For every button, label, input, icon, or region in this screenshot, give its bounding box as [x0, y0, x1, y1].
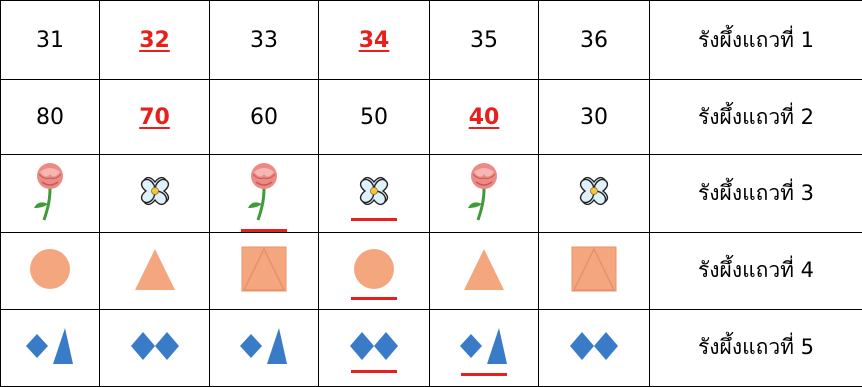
answer-underline — [351, 297, 397, 300]
number-text: 50 — [360, 104, 388, 130]
answer-underline — [351, 218, 397, 221]
clover-flower-icon — [574, 171, 614, 211]
shape-wrap — [353, 248, 395, 294]
number-text: 34 — [358, 27, 390, 53]
number-text: 32 — [139, 27, 170, 53]
circle-icon — [29, 248, 71, 290]
diamond-triangle-icon — [25, 326, 75, 366]
number-cell — [1, 1, 100, 80]
shape-cell — [319, 155, 430, 232]
shape-wrap — [30, 160, 70, 226]
number-text: 80 — [36, 104, 64, 130]
triangle-icon — [134, 247, 176, 291]
shape-cell — [100, 155, 210, 232]
table-row — [1, 80, 862, 155]
table-row — [1, 309, 862, 386]
rose-icon — [464, 160, 504, 222]
shape-cell — [539, 309, 650, 386]
shape-cell — [1, 232, 100, 309]
shape-wrap — [134, 247, 176, 295]
number-text: 35 — [470, 27, 498, 53]
row-label: รังผึ้งแถวที่ 3 — [650, 155, 862, 232]
shape-wrap — [241, 246, 287, 296]
number-text: 30 — [580, 104, 608, 130]
triangle-icon — [463, 247, 505, 291]
shape-wrap — [349, 329, 399, 367]
answer-underline — [461, 373, 507, 376]
shape-cell — [210, 232, 319, 309]
number-cell — [1, 80, 100, 155]
shape-wrap — [464, 160, 504, 226]
number-cell — [319, 80, 430, 155]
number-cell — [539, 80, 650, 155]
table-row — [1, 155, 862, 232]
shape-cell — [210, 309, 319, 386]
shape-cell — [539, 232, 650, 309]
shape-cell — [100, 232, 210, 309]
diamond-triangle-icon — [239, 326, 289, 366]
shape-wrap — [244, 160, 284, 226]
shape-cell — [1, 155, 100, 232]
clover-flower-icon — [354, 171, 394, 211]
shape-cell — [100, 309, 210, 386]
shape-cell — [430, 309, 539, 386]
row-label: รังผึ้งแถวที่ 4 — [650, 232, 862, 309]
number-cell — [430, 1, 539, 80]
shape-wrap — [239, 326, 289, 370]
highlighted-number-cell — [100, 1, 210, 80]
shape-wrap — [463, 247, 505, 295]
rose-icon — [244, 160, 284, 222]
shape-wrap — [459, 326, 509, 370]
number-cell — [210, 80, 319, 155]
shape-cell — [430, 232, 539, 309]
highlighted-number-cell — [430, 80, 539, 155]
answer-underline — [351, 370, 397, 373]
highlighted-number-cell — [100, 80, 210, 155]
square-with-triangle-icon — [241, 246, 287, 292]
shape-wrap — [25, 326, 75, 370]
number-text: 60 — [250, 104, 278, 130]
number-text: 40 — [468, 104, 500, 130]
number-text: 70 — [139, 104, 170, 130]
double-diamond-icon — [349, 329, 399, 363]
square-with-triangle-icon — [571, 246, 617, 292]
row-label: รังผึ้งแถวที่ 5 — [650, 309, 862, 386]
clover-flower-icon — [135, 171, 175, 211]
number-text: 33 — [250, 27, 278, 53]
shape-wrap — [29, 248, 71, 294]
shape-wrap — [354, 171, 394, 215]
number-cell — [210, 1, 319, 80]
highlighted-number-cell — [319, 1, 430, 80]
double-diamond-icon — [569, 329, 619, 363]
shape-cell — [1, 309, 100, 386]
shape-cell — [430, 155, 539, 232]
shape-wrap — [574, 171, 614, 215]
double-diamond-icon — [130, 329, 180, 363]
shape-wrap — [569, 329, 619, 367]
number-cell — [539, 1, 650, 80]
rose-icon — [30, 160, 70, 222]
table-row — [1, 1, 862, 80]
shape-cell — [319, 232, 430, 309]
row-label: รังผึ้งแถวที่ 1 — [650, 1, 862, 80]
shape-cell — [319, 309, 430, 386]
diamond-triangle-icon — [459, 326, 509, 366]
shape-wrap — [135, 171, 175, 215]
shape-wrap — [130, 329, 180, 367]
circle-icon — [353, 248, 395, 290]
number-text: 36 — [580, 27, 608, 53]
table-row — [1, 232, 862, 309]
number-text: 31 — [36, 27, 64, 53]
shape-wrap — [571, 246, 617, 296]
row-label: รังผึ้งแถวที่ 2 — [650, 80, 862, 155]
shape-cell — [210, 155, 319, 232]
shape-cell — [539, 155, 650, 232]
